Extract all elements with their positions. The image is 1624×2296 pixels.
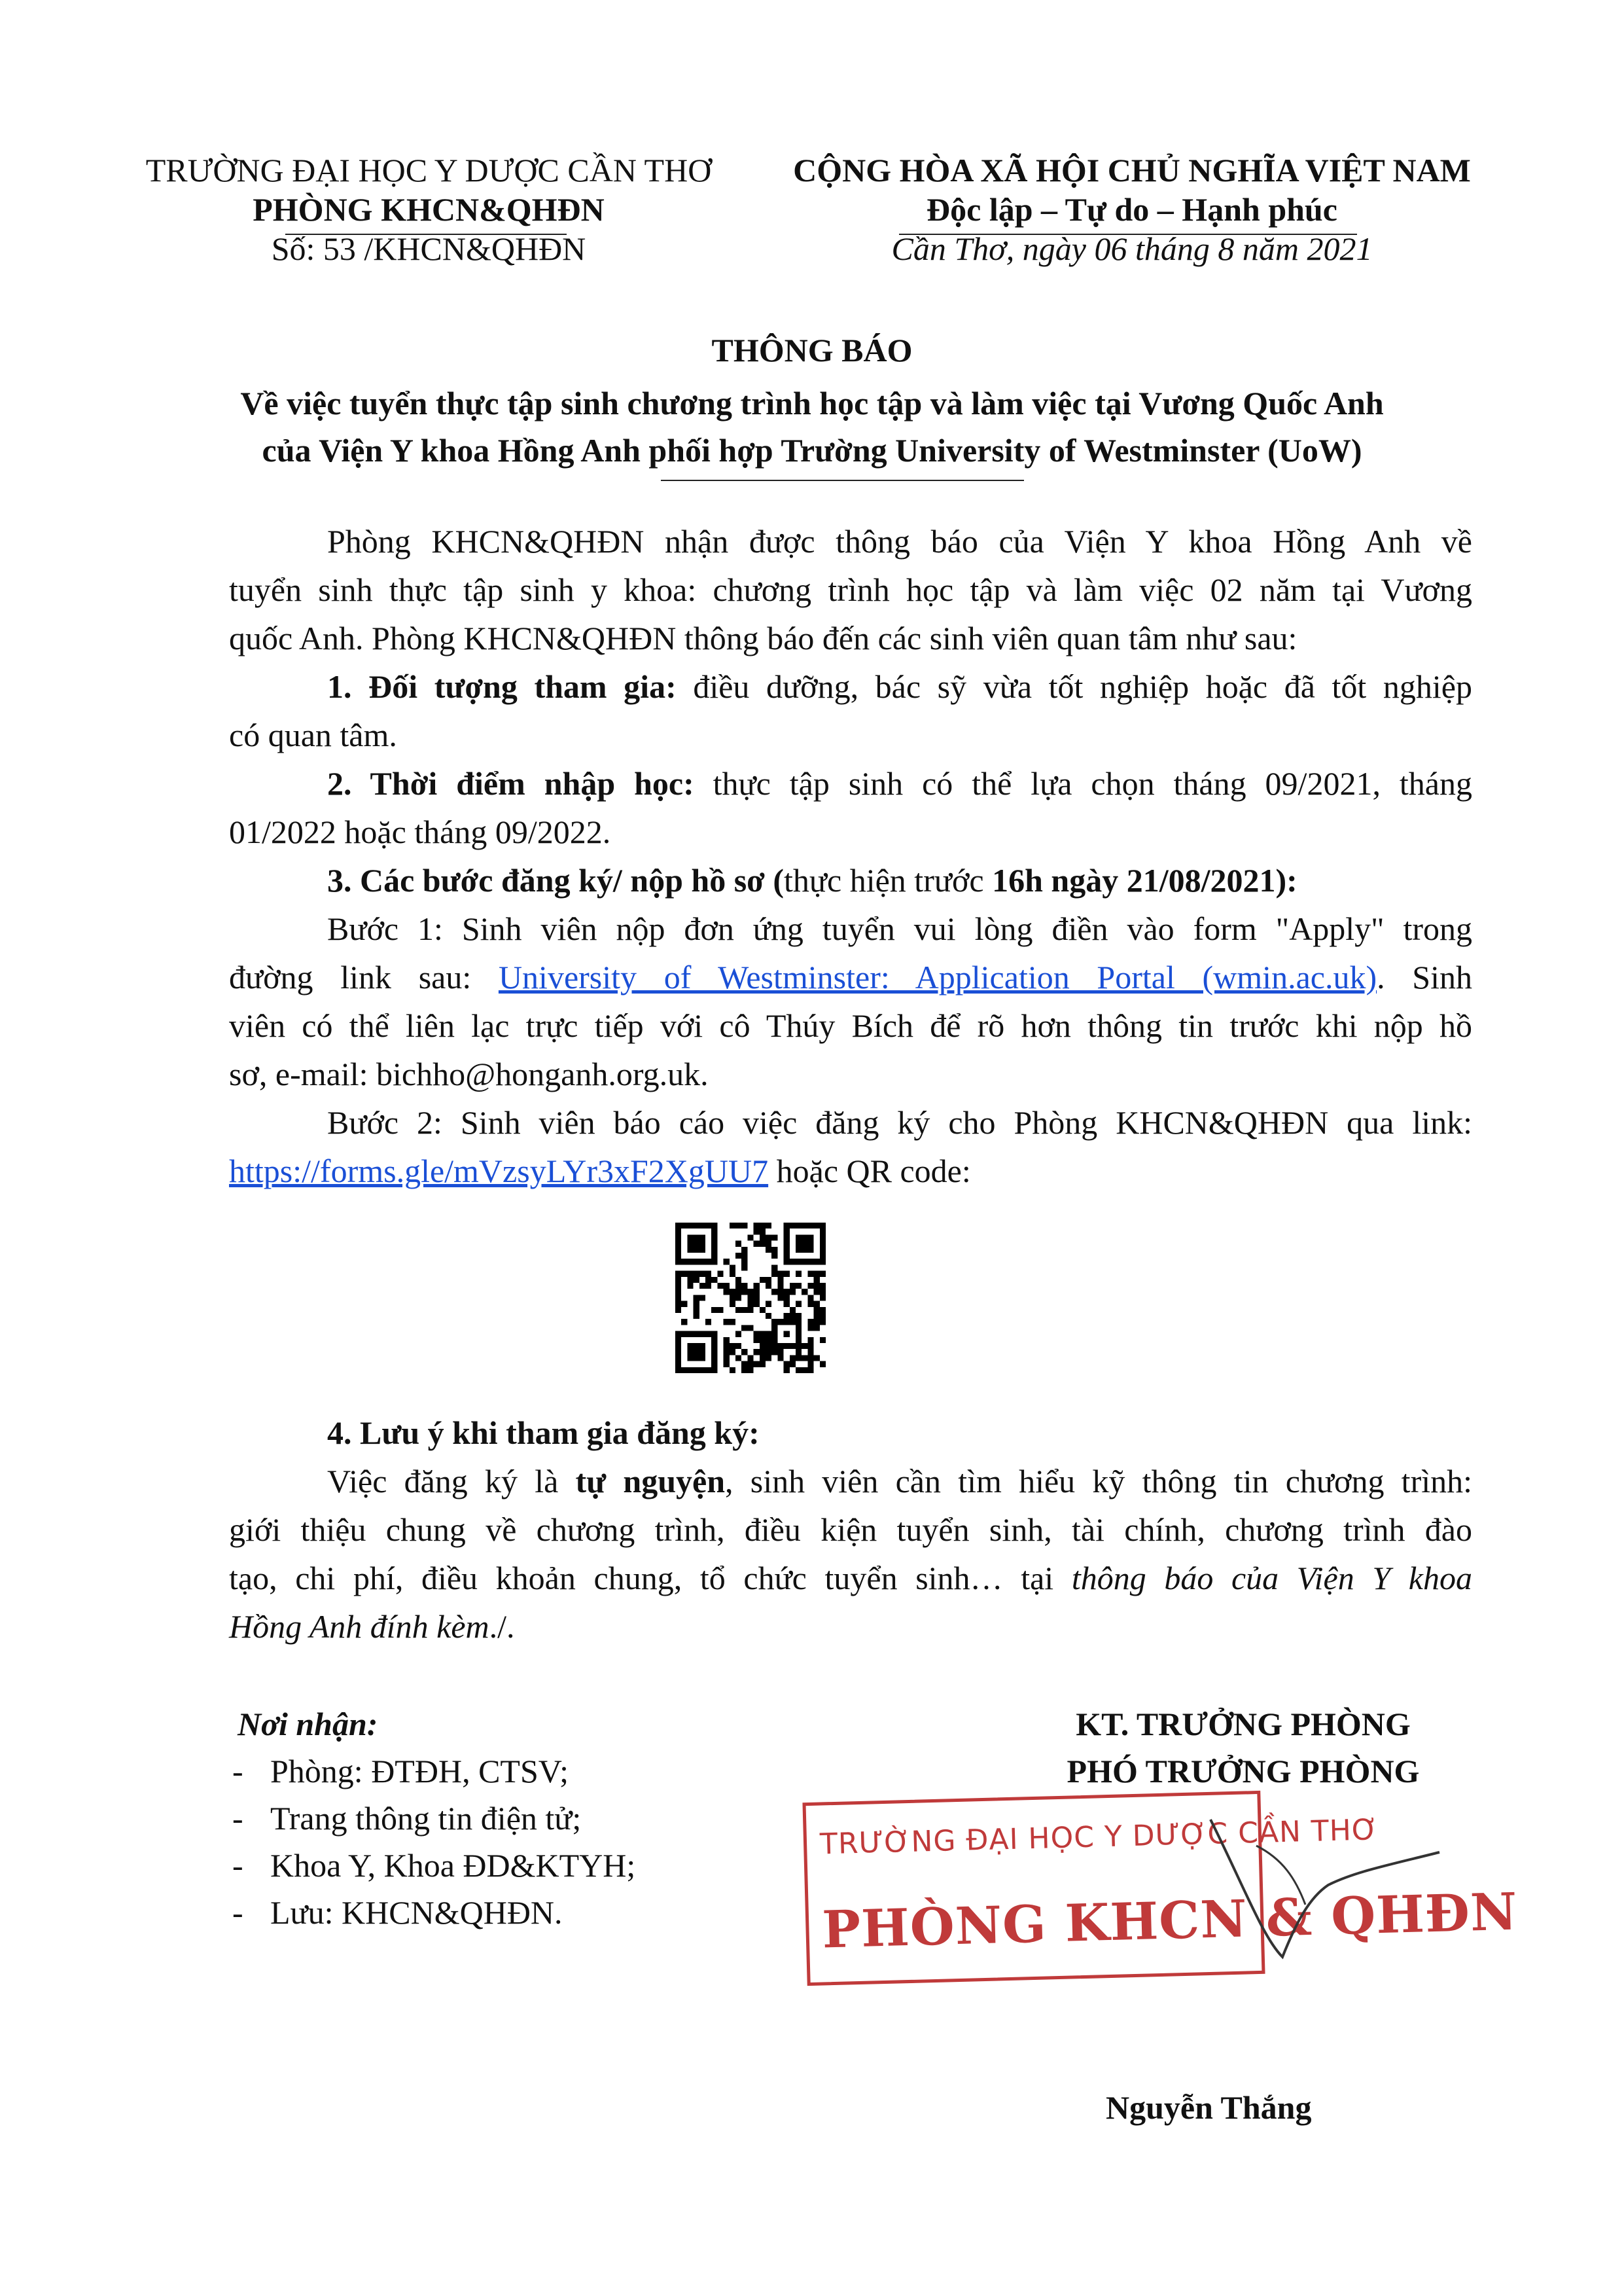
national-motto: Độc lập – Tự do – Hạnh phúc xyxy=(927,191,1337,228)
item-3-paren-text: thực hiện trước xyxy=(784,862,993,899)
department-name: PHÒNG KHCN&QHĐN xyxy=(253,191,605,228)
header-right xyxy=(775,151,1489,268)
item-4-block xyxy=(229,1408,1472,1651)
recipients-title: Nơi nhận: xyxy=(238,1706,378,1742)
item-1-line-1 xyxy=(229,662,1472,711)
signature-scribble xyxy=(1047,1806,1466,1977)
item-4-end: ./. xyxy=(489,1608,515,1645)
item-3-deadline: 16h ngày 21/08/2021 xyxy=(992,862,1276,899)
country-name: CỘNG HÒA XÃ HỘI CHỦ NGHĨA VIỆT NAM xyxy=(793,152,1471,188)
item-1-text: điều dưỡng, bác sỹ vừa tốt nghiệp hoặc đã tốt nghiệp xyxy=(676,668,1472,705)
item-4-attachment-ref: thông báo của Viện Y khoa xyxy=(1071,1560,1472,1596)
item-3-heading xyxy=(229,856,1472,905)
department-underline xyxy=(285,234,567,235)
recipient-item: - Phòng: ĐTĐH, CTSV; xyxy=(232,1748,635,1795)
item-4-voluntary: tự nguyện xyxy=(575,1463,726,1499)
step-1-prefix: đường link sau: xyxy=(229,959,499,996)
recipient-item: - Lưu: KHCN&QHĐN. xyxy=(232,1889,635,1936)
step-1-suffix: . Sinh xyxy=(1377,959,1472,996)
step-1-line-1: Bước 1: Sinh viên nộp đơn ứng tuyển vui lòng điền vào form "Apply" trong xyxy=(327,910,1472,947)
intro-line-2: tuyển sinh thực tập sinh y khoa: chương trình học tập và làm việc 02 năm tại Vương xyxy=(229,571,1472,608)
item-3-label: 3. Các bước đăng ký/ nộp hồ sơ ( xyxy=(327,862,785,899)
intro-line-3: quốc Anh. Phòng KHCN&QHĐN thông báo đến các sinh viên quan tâm như sau: xyxy=(229,620,1297,656)
signature-line-1: KT. TRƯỞNG PHÒNG xyxy=(1076,1706,1411,1742)
item-1-label: 1. Đối tượng tham gia: xyxy=(327,668,677,705)
recipient-4: Lưu: KHCN&QHĐN. xyxy=(270,1894,563,1931)
step-2-line-2 xyxy=(229,1147,1472,1195)
item-4-label: 4. Lưu ý khi tham gia đăng ký: xyxy=(327,1414,760,1451)
university-name: TRƯỜNG ĐẠI HỌC Y DƯỢC CẦN THƠ xyxy=(145,152,712,188)
motto-underline xyxy=(899,234,1357,235)
item-2-text: thực tập sinh có thể lựa chọn tháng 09/2021, tháng xyxy=(694,765,1472,802)
item-4-suffix: , sinh viên cần tìm hiểu kỹ thông tin chương trình: xyxy=(725,1463,1472,1499)
step-1-line-3: viên có thể liên lạc trực tiếp với cô Thúy Bích để rõ hơn thông tin trước khi nộp hồ xyxy=(229,1007,1472,1044)
item-2-label: 2. Thời điểm nhập học: xyxy=(327,765,694,802)
item-4-line-3-prefix: tạo, chi phí, điều khoản chung, tổ chức tuyển sinh… tại xyxy=(229,1560,1072,1596)
recipient-2: Trang thông tin điện tử; xyxy=(270,1800,582,1837)
qr-code[interactable] xyxy=(675,1223,826,1373)
signature-line-2: PHÓ TRƯỞNG PHÒNG xyxy=(1067,1753,1420,1789)
header-left xyxy=(141,151,716,268)
notice-body xyxy=(229,517,1472,1195)
signature-title xyxy=(995,1700,1492,1795)
step-2-line-1: Bước 2: Sinh viên báo cáo việc đăng ký cho Phòng KHCN&QHĐN qua link: xyxy=(327,1104,1472,1141)
signer-name: Nguyễn Thắng xyxy=(1106,2089,1312,2126)
stamp-line-2: PHÒNG KHCN & QHĐN xyxy=(821,1882,1519,1960)
item-2-line-2: 01/2022 hoặc tháng 09/2022. xyxy=(229,814,611,850)
item-4-prefix: Việc đăng ký là xyxy=(327,1463,576,1499)
title-heading: THÔNG BÁO xyxy=(711,332,913,368)
intro-line-1: Phòng KHCN&QHĐN nhận được thông báo của Viện Y khoa Hồng Anh về xyxy=(327,523,1472,560)
recipient-item: - Trang thông tin điện tử; xyxy=(232,1795,635,1842)
recipients xyxy=(232,1700,635,1936)
qr-code-graphic xyxy=(675,1223,826,1373)
recipient-item: - Khoa Y, Khoa ĐD&KTYH; xyxy=(232,1842,635,1889)
item-3-close: ): xyxy=(1275,862,1297,899)
subtitle-underline xyxy=(661,480,1024,481)
document-title xyxy=(0,331,1624,370)
stamp-line-1: TRƯỜNG ĐẠI HỌC Y DƯỢC CẦN THƠ xyxy=(819,1813,1379,1861)
document-number: Số: 53 /KHCN&QHĐN xyxy=(271,230,586,267)
item-1-line-2: có quan tâm. xyxy=(229,717,397,753)
item-2-line-1 xyxy=(229,759,1472,808)
document-subtitle xyxy=(0,380,1624,474)
subtitle-line-1: Về việc tuyển thực tập sinh chương trình học tập và làm việc tại Vương Quốc Anh xyxy=(240,385,1384,422)
item-4-line-3 xyxy=(229,1554,1472,1602)
google-form-link[interactable]: https://forms.gle/mVzsyLYr3xF2XgUU7 xyxy=(229,1153,769,1189)
recipient-3: Khoa Y, Khoa ĐD&KTYH; xyxy=(270,1847,636,1884)
subtitle-line-2: của Viện Y khoa Hồng Anh phối hợp Trường University of Westminster (UoW) xyxy=(262,432,1362,469)
item-4-line-1 xyxy=(229,1457,1472,1505)
step-2-suffix: hoặc QR code: xyxy=(768,1153,971,1189)
item-4-line-2: giới thiệu chung về chương trình, điều kiện tuyển sinh, tài chính, chương trình đào xyxy=(229,1511,1472,1548)
step-1-line-4: sơ, e-mail: bichho@honganh.org.uk. xyxy=(229,1056,709,1092)
issue-date: Cần Thơ, ngày 06 tháng 8 năm 2021 xyxy=(891,230,1373,267)
item-4-attachment-ref-2: Hồng Anh đính kèm xyxy=(229,1608,489,1645)
step-1-line-2 xyxy=(229,953,1472,1001)
recipient-1: Phòng: ĐTĐH, CTSV; xyxy=(270,1753,569,1789)
item-4-line-4 xyxy=(229,1602,1472,1651)
application-portal-link[interactable]: University of Westminster: Application Portal (wmin.ac.uk) xyxy=(498,959,1377,996)
